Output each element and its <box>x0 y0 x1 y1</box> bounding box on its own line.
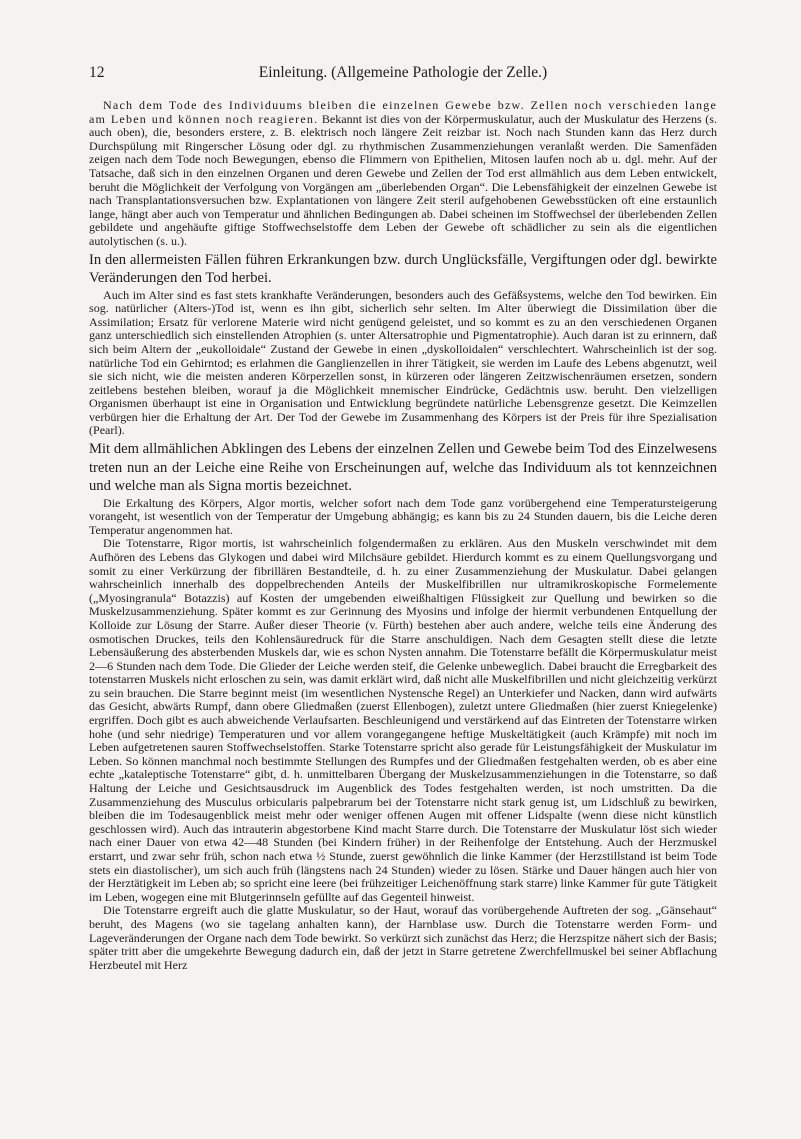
page-header <box>89 64 717 86</box>
paragraph-postmortem-survival <box>89 99 717 249</box>
body-text <box>89 99 717 972</box>
lead-paragraph-signa-mortis: Mit dem allmählichen Abklingen des Lebens der einzelnen Zellen und Gewebe beim Tod des Einzelwesens treten nun an der Leiche eine Reihe von Erscheinungen auf, welche das Individuum als tot kennzeichnen und welche man als Signa mortis bezeichnet. <box>89 441 717 495</box>
page-number: 12 <box>89 64 105 81</box>
paragraph-algor-mortis: Die Erkaltung des Körpers, Algor mortis, welcher sofort nach dem Tode ganz vorübergehend eine Temperatursteigerung vorangeht, ist wesentlich von der Temperatur der Umgebung abhängig; es kann bis zu 24 Stunden dauern, bis die Leiche deren Temperatur angenommen hat. <box>89 495 717 537</box>
paragraph-natural-death: Auch im Alter sind es fast stets krankhafte Veränderungen, besonders auch des Gefäßsystems, welche den Tod bewirken. Ein sog. natürlicher (Alters-)Tod ist, wenn es ihn gibt, sicherlich sehr selten. Im Alter überwiegt die Dissimilation über die Assimilation; Ersatz für verlorene Materie wird nicht genügend geleistet, und so kommt es zu an den verschiedenen Organen ganz unterschiedlich sich einstellenden Atrophien (s. unter Altersatrophie und Pigmentatrophie). Auch daran ist zu erinnern, daß sich beim Altern der „eukolloidale“ Zustand der Gewebe in einen „dyskolloidalen“ verschlechtert. Wahrscheinlich ist der sog. natürliche Tod ein Gehirntod; es erlahmen die Ganglienzellen in ihrer Tätigkeit, sie werden im Laufe des Lebens abgenutzt, weil sie sich nicht, wie die meisten anderen Körperzellen sonst, in kürzeren oder längeren Zeitzwischenräumen ersetzen, sondern zeitlebens bestehen bleiben, worauf ja die Möglichkeit mnemischer Eindrücke, Gedächtnis usw. beruht. Den vielzelligen Organismen überhaupt ist eine in Organisation und Entwicklung begründete natürliche Lebensgrenze gesetzt. Die Keimzellen verbürgen hier die Erhaltung der Art. Der Tod der Gewebe im Zusammenhang des Körpers ist der Preis für ihre Spezialisation (Pearl). <box>89 287 717 438</box>
running-title: Einleitung. (Allgemeine Pathologie der Zelle.) <box>258 64 548 81</box>
paragraph-smooth-muscle-rigor: Die Totenstarre ergreift auch die glatte Muskulatur, so der Haut, worauf das vorübergehende Auftreten der sog. „Gänsehaut“ beruht, des Magens (wo sie tagelang anhalten kann), der Harnblase usw. Durch die Totenstarre werden Form- und Lageveränderungen der Organe nach dem Tode bewirkt. So verkürzt sich zunächst das Herz; die Herzspitze nähert sich der Basis; später tritt aber die umgekehrte Bewegung dadurch ein, daß der jetzt in Starre getretene Zwerchfellmuskel bei seiner Abflachung Herzbeutel mit Herz <box>89 903 717 972</box>
paragraph-rigor-mortis: Die Totenstarre, Rigor mortis, ist wahrscheinlich folgendermaßen zu erklären. Aus den Muskeln verschwindet mit dem Aufhören des Lebens das Glykogen und dabei wird Milchsäure gebildet. Hierdurch kommt es zu einem Quellungsvorgang und somit zu einer Verkürzung der fibrillären Bestandteile, d. h. zu einer Zusammenziehung der Muskulatur. Dabei gelangen wahrscheinlich innerhalb des doppelbrechenden Anteils der Muskelfibrillen nur ultramikroskopische Formelemente („Myosingranula“ Botazzis) auf Kosten der umgebenden eiweißhaltigen Flüssigkeit zur Quellung und bewirken so die Muskelzusammenziehung. Später kommt es zur Gerinnung des Myosins und infolge der hiermit verbundenen Entquellung der Kolloide zur Lösung der Starre. Außer dieser Theorie (v. Fürth) bestehen aber auch andere, welche teils eine Änderung des osmotischen Druckes, teils den Kohlensäuredruck für die Starre anschuldigen. Nach dem Gesagten stellt diese die letzte Lebensäußerung des absterbenden Muskels dar, wie es schon Nysten annahm. Die Totenstarre befällt die Körpermuskulatur meist 2—6 Stunden nach dem Tode. Die Glieder der Leiche werden steif, die Gelenke unbeweglich. Dabei braucht die Erregbarkeit des totenstarren Muskels nicht erloschen zu sein, was damit erklärt wird, daß nicht alle Muskelfibrillen und nicht gleichzeitig verkürzt zu sein brauchen. Die Starre beginnt meist (im wesentlichen Nystensche Regel) an Unterkiefer und Nacken, dann wird aufwärts das Gesicht, abwärts Rumpf, dann obere Gliedmaßen (zuerst Ellenbogen), zuletzt untere Gliedmaßen (hier zuerst Kniegelenke) ergriffen. Doch gibt es auch abweichende Verlaufsarten. Beschleunigend und verstärkend auf das Eintreten der Totenstarre wirken hohe (und sehr niedrige) Temperaturen und vor allem vorangegangene heftige Muskeltätigkeit (auch Krämpfe) mit noch im Leben aufgetretenen sauren Stoffwechselstoffen. Starke Totenstarre spricht also gerade für Leistungsfähigkeit der Muskulatur im Leben. So können manchmal noch bestimmte Stellungen des Rumpfes und der Gliedmaßen festgehalten werden, ob es aber eine echte „kataleptische Totenstarre“ gibt, d. h. unmittelbaren Übergang der Muskelzusammenziehungen in die Totenstarre, so daß Haltung der Leiche und Gesichtsausdruck im Augenblick des Todes festgehalten werden, ist noch umstritten. Da die Zusammenziehung des Musculus orbicularis palpebrarum bei der Totenstarre nicht stark genug ist, um Lidschluß zu bewirken, bleiben die im Todesaugenblick meist mehr oder weniger offenen Augen mit offener Lidspalte (wenn diese nicht künstlich geschlossen wird). Auch das intrauterin abgestorbene Kind macht Starre durch. Die Totenstarre der Muskulatur löst sich wieder nach einer Dauer von etwa 42—48 Stunden (bei Kindern früher) in der Reihenfolge der Entstehung. Auch der Herzmuskel erstarrt, und zwar sehr früh, schon nach etwa ½ Stunde, zuerst gewöhnlich die linke Kammer (der Herzstillstand ist beim Tode stets ein diastolischer), um sich auch früh (längstens nach 24 Stunden) wieder zu lösen. Stärke und Dauer hängen auch hier von der Herztätigkeit im Leben ab; so spricht eine leere (bei frühzeitiger Leichenöffnung stark starre) linke Kammer für gute Tätigkeit im Leben, wogegen eine mit Blutgerinnseln gefüllte auf das Gegenteil hinweist. <box>89 536 717 904</box>
paragraph-text: Bekannt ist dies von der Körpermuskulatur, auch der Muskulatur des Herzens (s. auch oben), die, besonders erstere, z. B. elektrisch noch längere Zeit reizbar ist. Noch nach Stunden kann das Herz durch Durchspülung mit Ringerscher Lösung oder dgl. zu rhythmischen Zusammenziehungen veranlaßt werden. Die Samenfäden zeigen nach dem Tode noch Bewegungen, ebenso die Flimmern von Epithelien, Mitosen laufen noch ab u. dgl. mehr. Auf der Tatsache, daß sich in den einzelnen Organen und deren Gewebe und Zellen der Tod erst allmählich aus dem Leben entwickelt, beruht die Möglichkeit der Verfolgung von Vorgängen am „überlebenden Organ“. Die Lebensfähigkeit der einzelnen Gewebe ist nach Transplantationsversuchen bzw. Explantationen von längere Zeit steril aufgehobenen Gewebsstücken oft eine erstaunlich lange, hängt aber auch von Temperatur und ähnlichen Bedingungen ab. Dabei scheinen im Stoffwechsel der überlebenden Zellen gebildete und angehäufte giftige Stoffwechselstoffe dem Leben der Gewebe oft schädlicher zu sein als die eigentlichen autolytischen (s. u.). <box>89 111 717 248</box>
lead-paragraph-causes-of-death: In den allermeisten Fällen führen Erkrankungen bzw. durch Unglücksfälle, Vergiftungen oder dgl. bewirkte Veränderungen den Tod herbei. <box>89 251 717 287</box>
spaced-lead-sentence: Nach dem Tode des Individuums bleiben die einzelnen Gewebe bzw. Zellen noch verschieden lange am Leben und können noch reagieren. <box>89 98 717 126</box>
